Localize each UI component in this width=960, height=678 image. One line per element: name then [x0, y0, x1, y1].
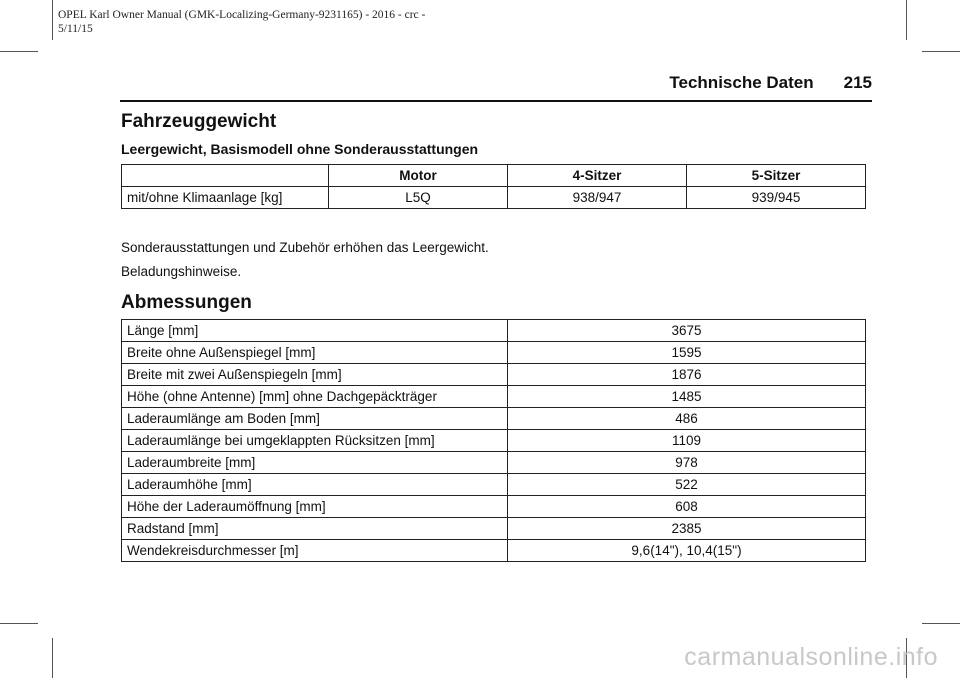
crop-mark	[0, 623, 38, 624]
table-cell: Wendekreisdurchmesser [m]	[122, 540, 508, 562]
table-cell: Höhe der Laderaumöffnung [mm]	[122, 496, 508, 518]
weight-table	[121, 164, 866, 209]
loading-hint-link[interactable]: Beladungshinweise.	[121, 264, 242, 279]
table-cell: Höhe (ohne Antenne) [mm] ohne Dachgepäckträger	[122, 386, 508, 408]
table-cell: mit/ohne Klimaanlage [kg]	[122, 187, 329, 209]
dimensions-heading: Abmessungen	[121, 292, 252, 313]
table-cell: 486	[508, 408, 866, 430]
table-cell: 1876	[508, 364, 866, 386]
table-cell: Laderaumlänge bei umgeklappten Rücksitzen [mm]	[122, 430, 508, 452]
table-cell: 978	[508, 452, 866, 474]
table-row	[122, 474, 866, 496]
table-cell: Laderaumlänge am Boden [mm]	[122, 408, 508, 430]
header-rule	[120, 100, 872, 102]
running-header	[669, 73, 872, 93]
table-header-cell: 4-Sitzer	[508, 165, 687, 187]
weight-heading: Fahrzeuggewicht	[121, 111, 277, 132]
table-header-cell: Motor	[329, 165, 508, 187]
weight-note: Sonderausstattungen und Zubehör erhöhen das Leergewicht.	[121, 240, 489, 255]
crop-mark	[906, 0, 907, 40]
table-cell: Breite ohne Außenspiegel [mm]	[122, 342, 508, 364]
table-cell: 2385	[508, 518, 866, 540]
table-row	[122, 540, 866, 562]
table-header-cell: 5-Sitzer	[687, 165, 866, 187]
table-header-row	[122, 165, 866, 187]
table-cell: 938/947	[508, 187, 687, 209]
table-row	[122, 496, 866, 518]
table-row	[122, 452, 866, 474]
crop-mark	[52, 0, 53, 40]
table-row	[122, 342, 866, 364]
table-cell: Laderaumbreite [mm]	[122, 452, 508, 474]
section-title: Technische Daten	[669, 73, 814, 92]
table-cell: Breite mit zwei Außenspiegeln [mm]	[122, 364, 508, 386]
table-header-cell	[122, 165, 329, 187]
table-row	[122, 320, 866, 342]
table-row	[122, 408, 866, 430]
table-cell: Länge [mm]	[122, 320, 508, 342]
table-cell: L5Q	[329, 187, 508, 209]
table-cell: 1595	[508, 342, 866, 364]
table-cell: 1485	[508, 386, 866, 408]
table-cell: 3675	[508, 320, 866, 342]
page-number: 215	[843, 73, 872, 92]
crop-mark	[922, 51, 960, 52]
watermark: carmanualsonline.info	[684, 643, 938, 671]
table-row	[122, 386, 866, 408]
table-cell: 939/945	[687, 187, 866, 209]
document-meta	[58, 8, 425, 36]
crop-mark	[922, 623, 960, 624]
document-meta-line: OPEL Karl Owner Manual (GMK-Localizing-Germany-9231165) - 2016 - crc -	[58, 9, 426, 21]
document-meta-date: 5/11/15	[58, 23, 93, 35]
table-row	[122, 518, 866, 540]
table-cell: Radstand [mm]	[122, 518, 508, 540]
table-row	[122, 364, 866, 386]
weight-subheading: Leergewicht, Basismodell ohne Sonderausstattungen	[121, 141, 479, 157]
crop-mark	[52, 638, 53, 678]
table-row	[122, 430, 866, 452]
table-cell: 608	[508, 496, 866, 518]
crop-mark	[0, 51, 38, 52]
table-cell: 522	[508, 474, 866, 496]
table-cell: 1109	[508, 430, 866, 452]
table-cell: Laderaumhöhe [mm]	[122, 474, 508, 496]
dimensions-table	[121, 319, 866, 562]
table-cell: 9,6(14"), 10,4(15")	[508, 540, 866, 562]
table-row	[122, 187, 866, 209]
